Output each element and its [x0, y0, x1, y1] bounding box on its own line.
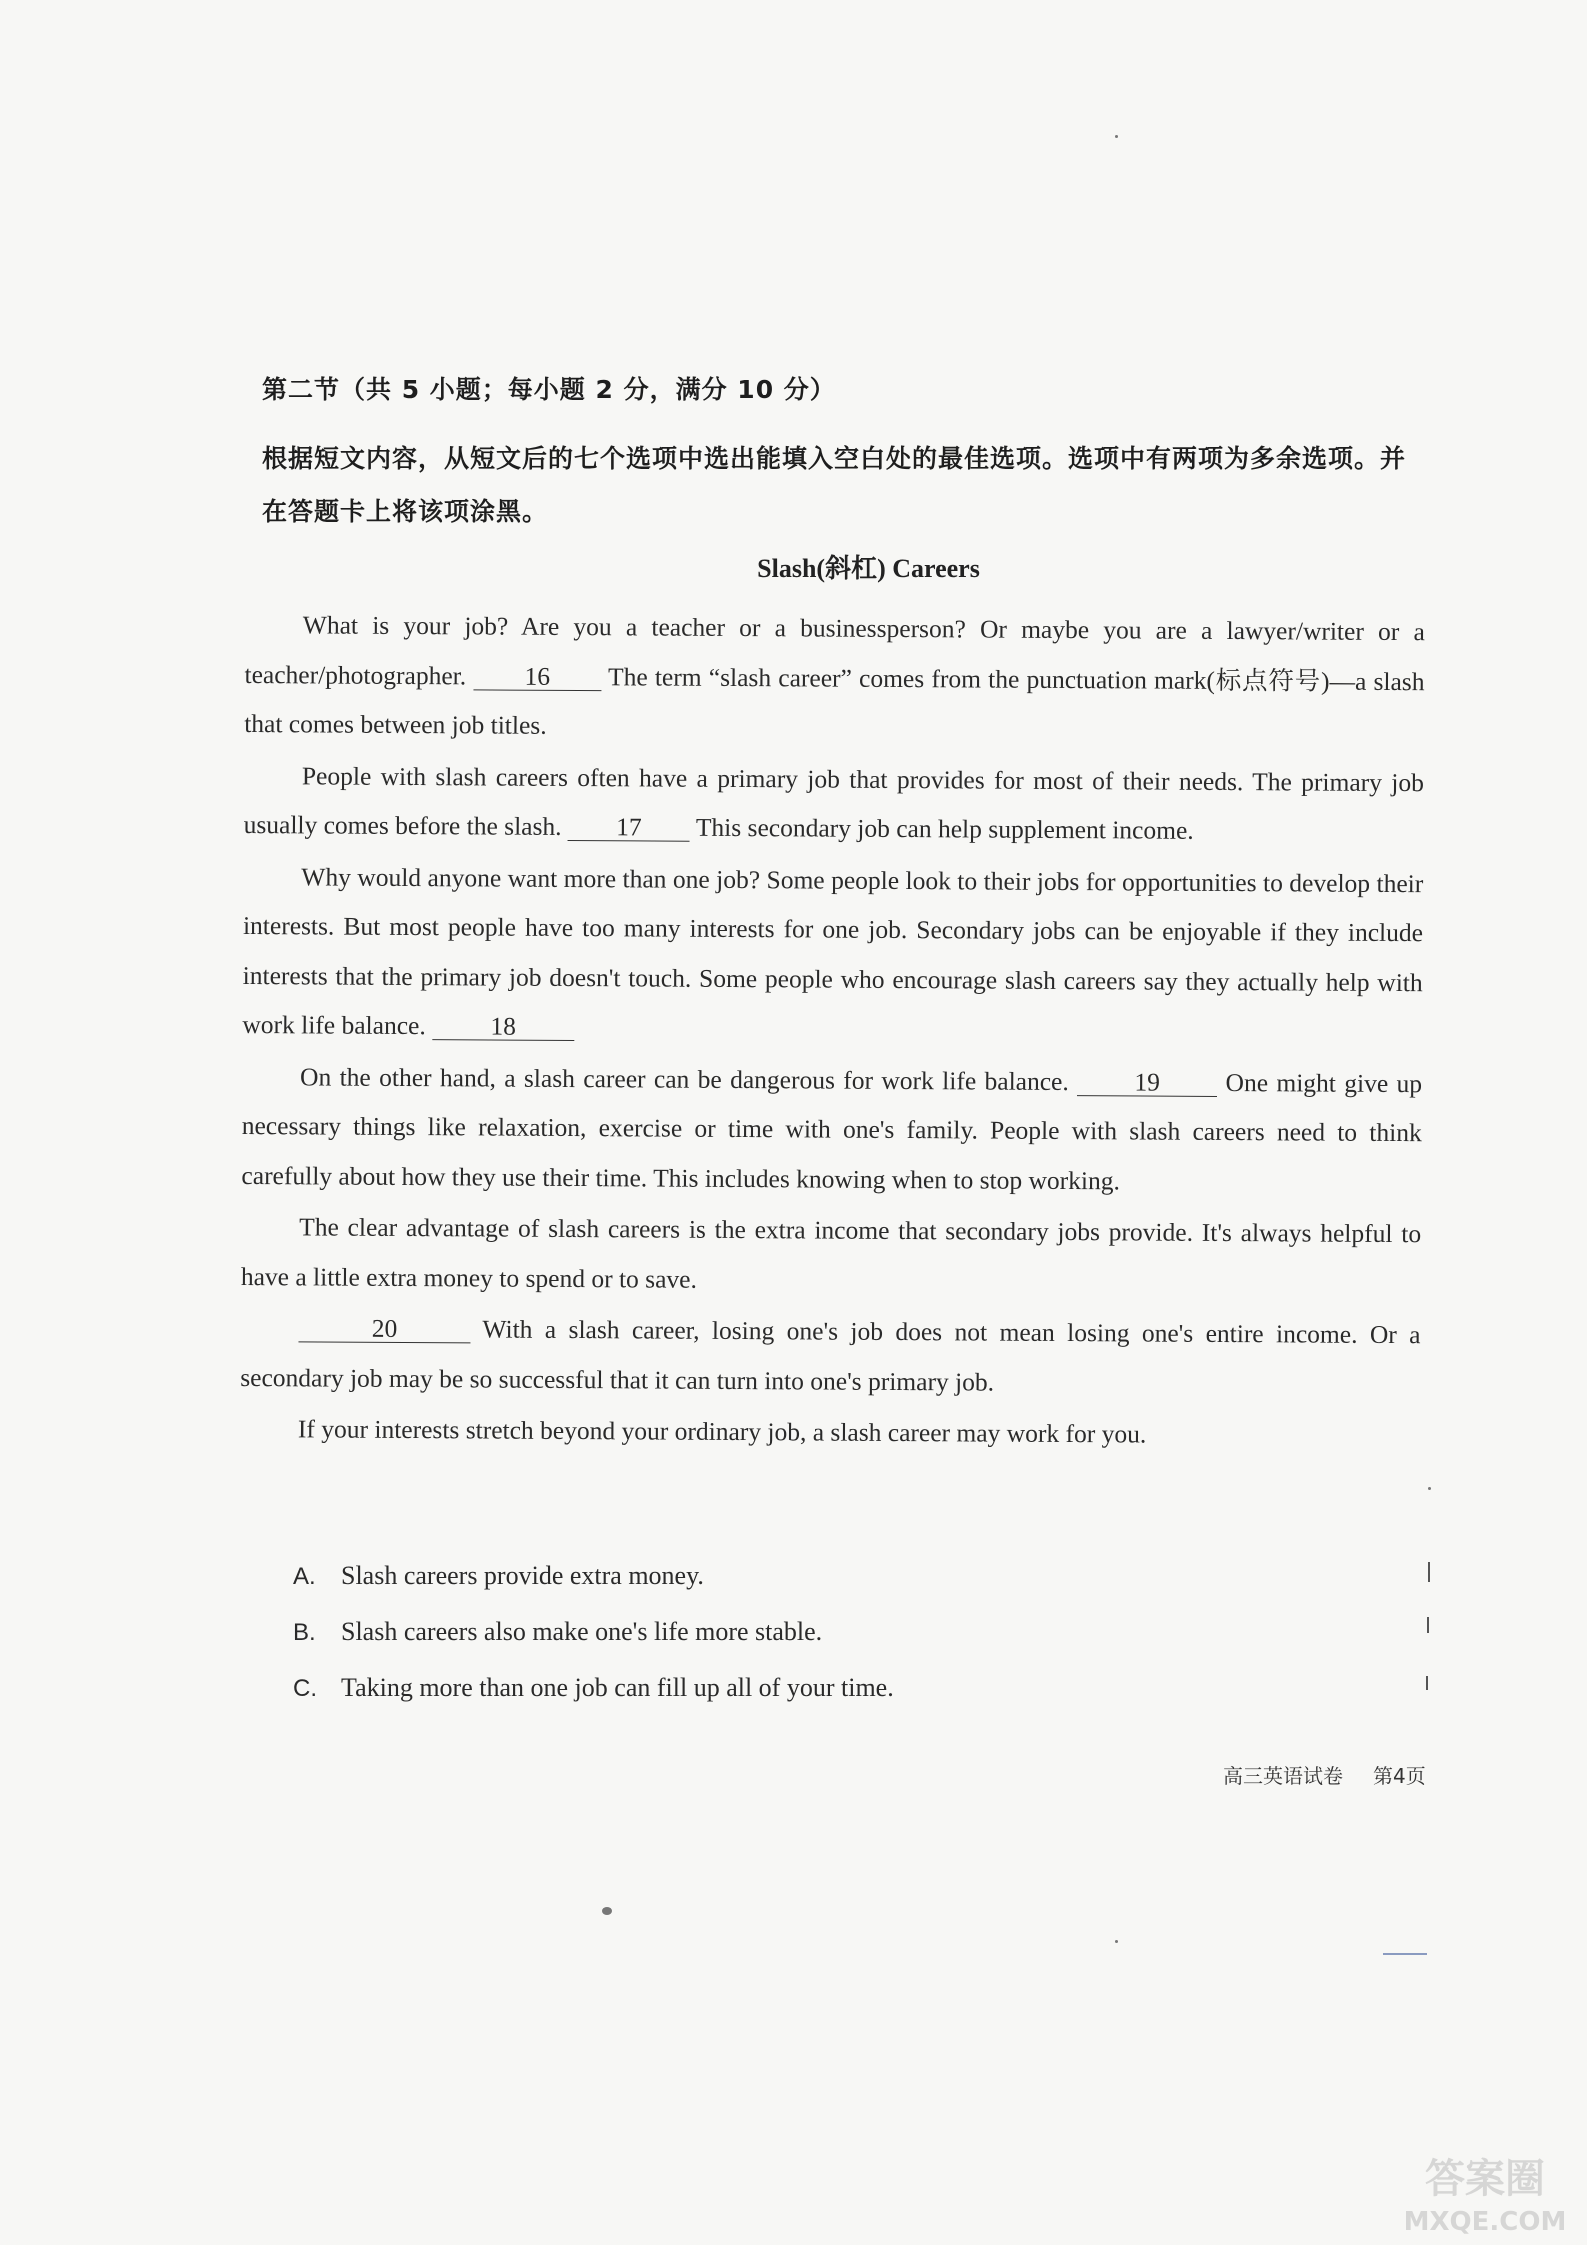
- answer-options: [293, 1548, 894, 1716]
- option-letter: A.: [293, 1563, 316, 1590]
- option-c: [293, 1660, 894, 1716]
- paragraph-5: [241, 1202, 1422, 1308]
- scan-dot: [1115, 135, 1118, 138]
- option-b: [293, 1604, 894, 1660]
- paragraph-1: [244, 600, 1425, 756]
- paragraph-4: [241, 1051, 1422, 1207]
- paragraph-4-text-b: One might give up necessary things like relaxation, exercise or time with one's family. People with slash careers need to think carefully about how they use their time. This includes knowing when to stop working.: [241, 1067, 1423, 1195]
- option-letter: B.: [293, 1619, 316, 1646]
- passage-title: Slash(斜杠) Careers: [757, 554, 980, 583]
- option-text: Taking more than one job can fill up all of your time.: [341, 1673, 894, 1702]
- section-instruction: 根据短文内容，从短文后的七个选项中选出能填入空白处的最佳选项。选项中有两项为多余选项。并在答题卡上将该项涂黑。: [262, 444, 1407, 526]
- passage-body: [240, 600, 1425, 1463]
- scan-dot: [602, 1907, 612, 1915]
- paragraph-1-text-b: The term “slash career” comes from the punctuation mark(标点符号)—a slash that comes between job titles.: [244, 661, 1425, 740]
- scan-mark: [1426, 1676, 1428, 1690]
- watermark-logo: [1395, 2140, 1575, 2240]
- paragraph-5-text: The clear advantage of slash careers is the extra income that secondary jobs provide. It's always helpful to have a little extra money to spend or to save.: [240, 1212, 1422, 1294]
- paragraph-7: [240, 1404, 1420, 1461]
- page-footer: [1223, 1760, 1426, 1789]
- paragraph-3-text: Why would anyone want more than one job? Some people look to their jobs for opportunities to develop their interests. But most people have too many interests for one job. Secondary jobs can be enjoyable if they include interests that the primary job doesn't touch. Some people who encourage slash careers say they actually help with work life balance.: [242, 861, 1424, 1041]
- option-text: Slash careers also make one's life more stable.: [341, 1617, 823, 1646]
- blank-18: 18: [432, 1013, 574, 1041]
- blank-17: 17: [568, 814, 690, 842]
- paragraph-2-text-b: This secondary job can help supplement income.: [695, 812, 1194, 845]
- option-letter: C.: [293, 1675, 317, 1702]
- scan-mark: [1383, 1953, 1427, 1955]
- paragraph-2: [243, 750, 1424, 856]
- paragraph-4-text-a: On the other hand, a slash career can be dangerous for work life balance.: [300, 1061, 1069, 1096]
- option-a: [293, 1548, 894, 1604]
- blank-20: 20: [298, 1315, 470, 1343]
- blank-16: 16: [473, 663, 601, 691]
- scan-mark: [1428, 1562, 1430, 1582]
- paragraph-3: [242, 851, 1423, 1056]
- paragraph-2-text-a: People with slash careers often have a primary job that provides for most of their needs. The primary job usually comes before the slash.: [243, 760, 1424, 841]
- watermark-logo-text: 答案圈: [1425, 2156, 1545, 2202]
- paragraph-6: [240, 1303, 1421, 1409]
- blank-19: 19: [1077, 1069, 1217, 1097]
- section-heading: 第二节（共 5 小题；每小题 2 分，满分 10 分）: [262, 375, 836, 404]
- scan-dot: [1428, 1487, 1431, 1490]
- scan-mark: [1427, 1617, 1429, 1633]
- paragraph-1-text-a: What is your job? Are you a teacher or a businessperson? Or maybe you are a lawyer/writer or a teacher/photographer.: [244, 610, 1425, 690]
- option-text: Slash careers provide extra money.: [341, 1561, 704, 1590]
- watermark-url: MXQE.COM: [1403, 2207, 1567, 2237]
- paragraph-7-text: If your interests stretch beyond your ordinary job, a slash career may work for you.: [297, 1414, 1147, 1449]
- scan-dot: [1115, 1940, 1118, 1943]
- exam-name: 高三英语试卷: [1223, 1764, 1343, 1788]
- paragraph-6-text: With a slash career, losing one's job does not mean losing one's entire income. Or a secondary job may be so successful that it can turn into one's primary job.: [240, 1314, 1421, 1397]
- page-number: 第4页: [1373, 1764, 1426, 1788]
